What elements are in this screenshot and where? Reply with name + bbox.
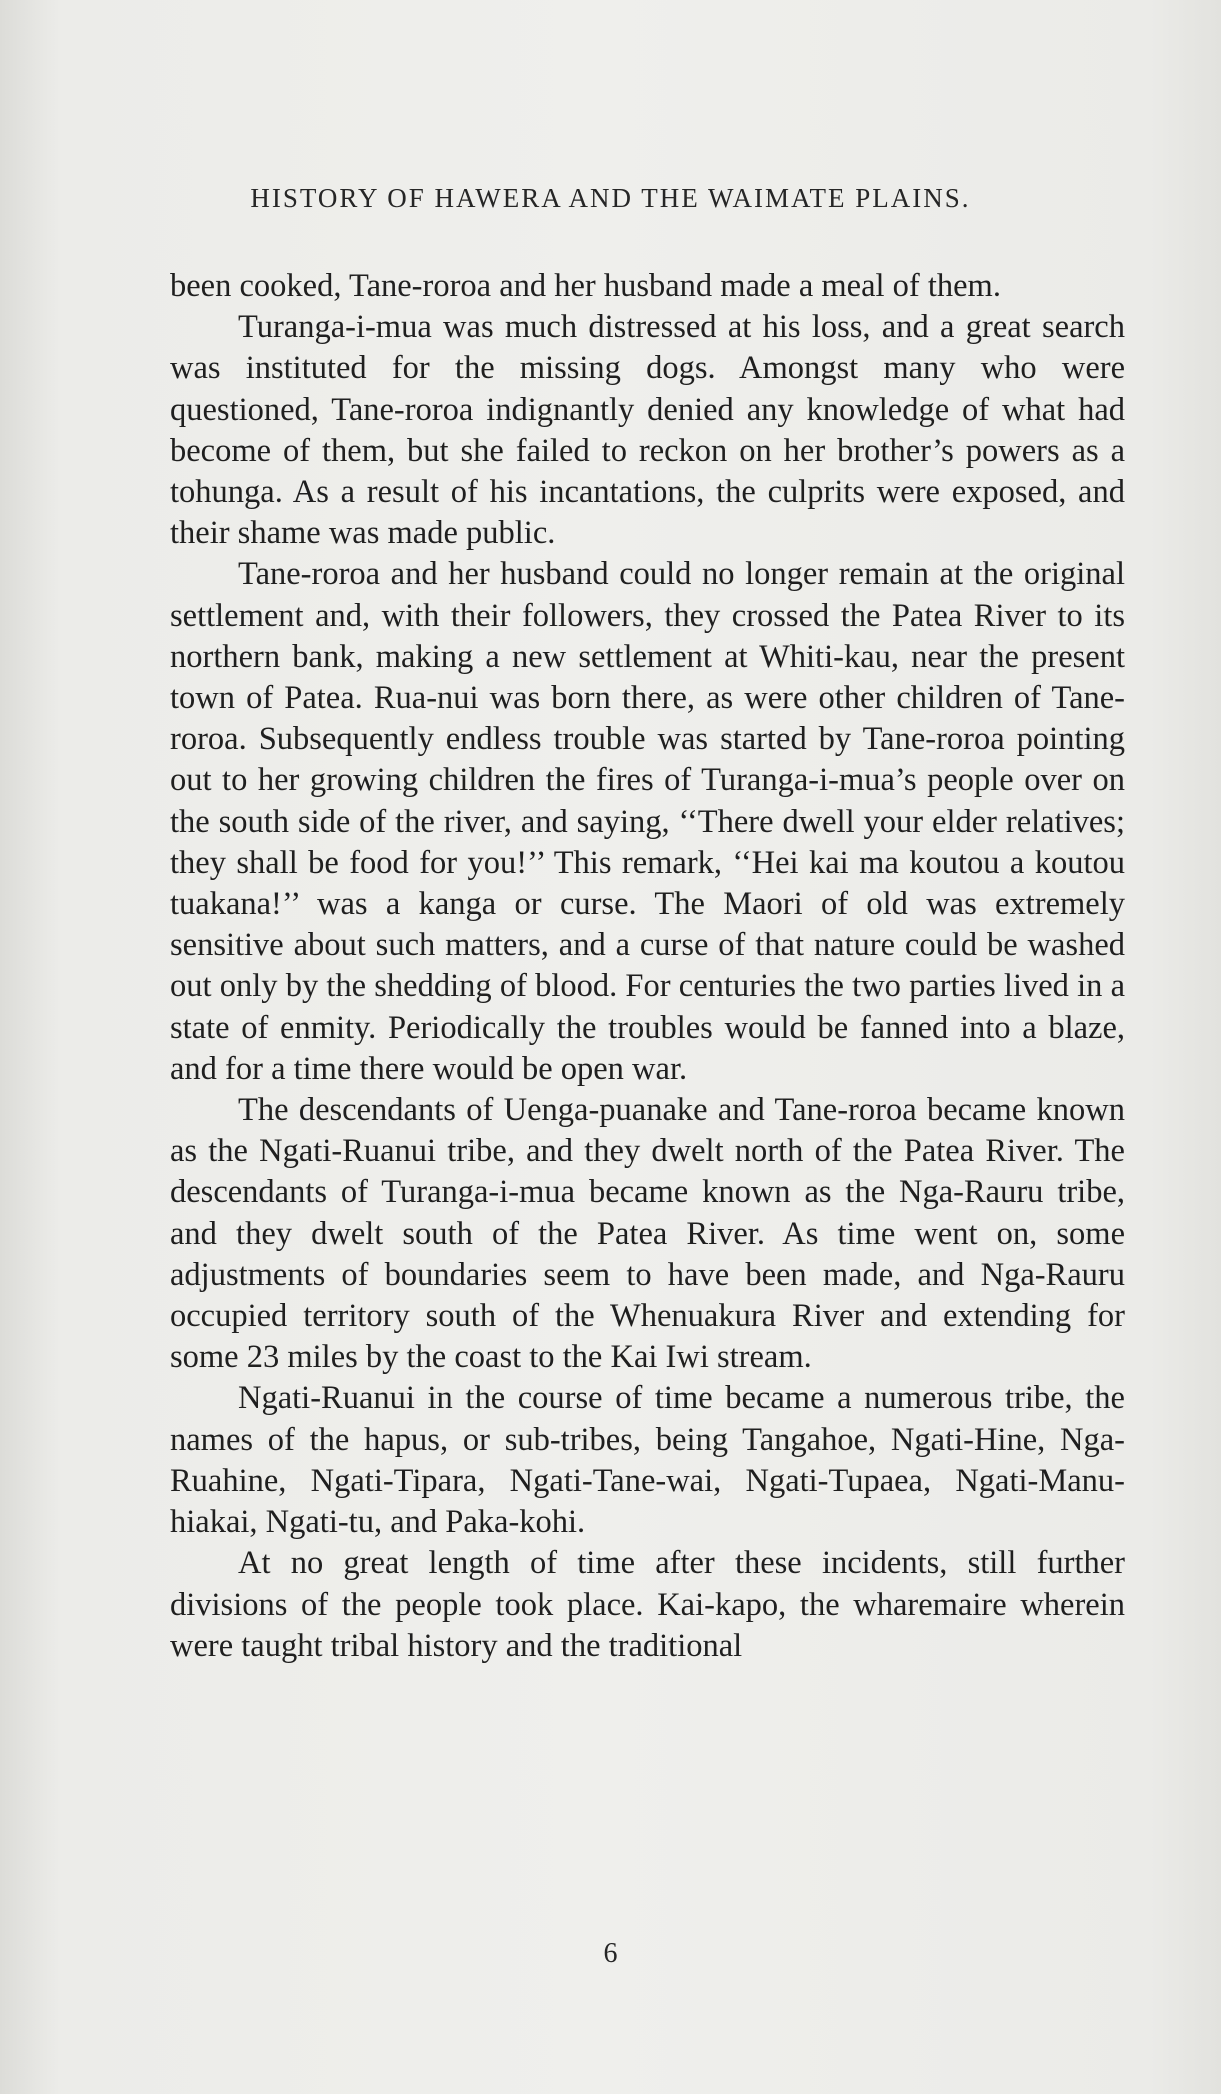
page-number: 6: [603, 1938, 618, 1969]
paragraph: Turanga-i-mua was much distressed at his loss, and a great search was instituted for the missing dogs. Amongst many who were questioned, Tane-roroa indignantly denied any knowledge of what had become of them, but she failed to reckon on her brother’s powers as a tohunga. As a result of his incantations, the culprits were exposed, and their shame was made public.: [170, 309, 1125, 552]
paragraph: At no great length of time after these incidents, still further divisions of the people took place. Kai-kapo, the wharemaire wherein were taught tribal history and the traditional: [170, 1545, 1125, 1664]
body-text: [170, 266, 1125, 1667]
paragraph: Tane-roroa and her husband could no longer remain at the original settlement and, with their followers, they crossed the Patea River to its northern bank, making a new settlement at Whiti-kau, near the present town of Patea. Rua-nui was born there, as were other children of Tane-roroa. Subsequently endless trouble was started by Tane-roroa pointing out to her growing children the fires of Turanga-i-mua’s people over on the south side of the river, and saying, ‘‘There dwell your elder relatives; they shall be food for you!’’ This remark, ‘‘Hei kai ma koutou a koutou tuakana!’’ was a kanga or curse. The Maori of old was extremely sensitive about such matters, and a curse of that nature could be washed out only by the shedding of blood. For centuries the two parties lived in a state of enmity. Periodically the troubles would be fanned into a blaze, and for a time there would be open war.: [170, 556, 1125, 1087]
paragraph-continuation: been cooked, Tane-roroa and her husband made a meal of them.: [170, 268, 1001, 304]
running-head: HISTORY OF HAWERA AND THE WAIMATE PLAINS.: [250, 183, 971, 213]
paragraph: Ngati-Ruanui in the course of time became a numerous tribe, the names of the hapus, or sub-tribes, being Tangahoe, Ngati-Hine, Nga-Ruahine, Ngati-Tipara, Ngati-Tane-wai, Ngati-Tupaea, Ngati-Manu-hiakai, Ngati-tu, and Paka-kohi.: [170, 1380, 1125, 1541]
paragraph: The descendants of Uenga-puanake and Tane-roroa became known as the Ngati-Ruanui tribe, and they dwelt north of the Patea River. The descendants of Turanga-i-mua became known as the Nga-Rauru tribe, and they dwelt south of the Patea River. As time went on, some adjustments of boundaries seem to have been made, and Nga-Rauru occupied territory south of the Whenuakura River and extending for some 23 miles by the coast to the Kai Iwi stream.: [170, 1092, 1125, 1376]
